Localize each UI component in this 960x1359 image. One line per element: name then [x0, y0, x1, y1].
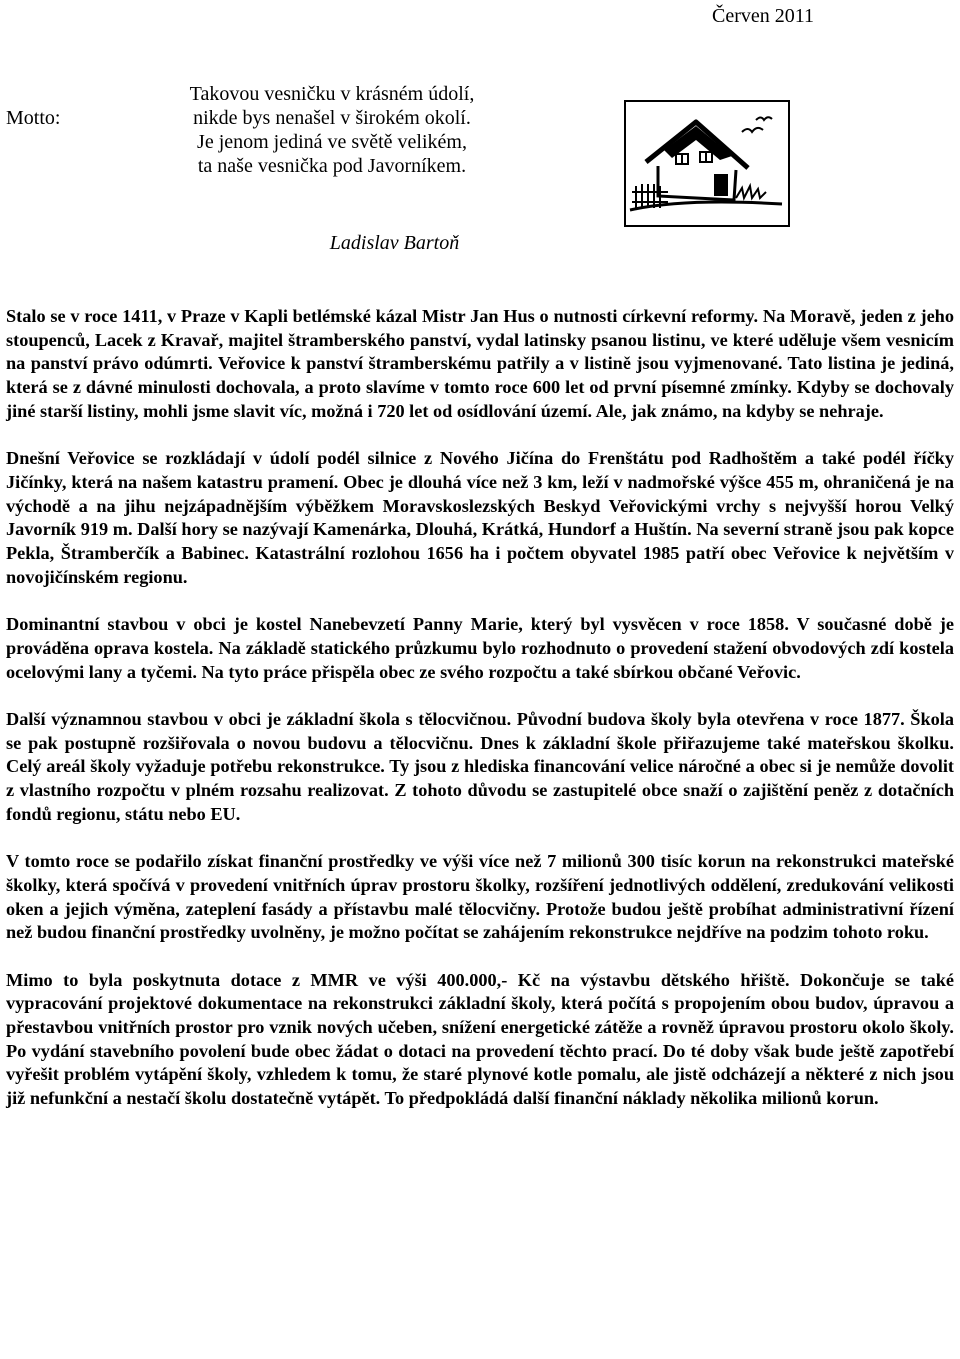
document-date: Červen 2011 [711, 5, 814, 27]
paragraph: Další významnou stavbou v obci je základní škola s tělocvičnou. Původní budova školy byla otevřena v roce 1877. Škola se pak postupně rozšiřovala o novou budovu a tělocvičnu. Dnes k základní škole přiřazujeme také mateřskou školku. Celý areál školy vyžaduje potřebu rekonstrukce. Ty jsou z hlediska financování velice náročné a obec si je nemůže dovolit z vlastního rozpočtu v plném rozsahu realizovat. Z tohoto důvodu se zastupitelé obce snaží o zajištění peněz z dotačních fondů regionu, státu nebo EU. [6, 708, 954, 824]
motto-line: ta naše vesnička pod Javorníkem. [197, 155, 467, 177]
motto-line: Je jenom jediná ve světě velikém, [197, 131, 467, 153]
house-drawing-icon [624, 100, 790, 227]
motto-line: Takovou vesničku v krásném údolí, [189, 83, 475, 105]
paragraph: Mimo to byla poskytnuta dotace z MMR ve výši 400.000,- Kč na výstavbu dětského hřiště. Dokončuje se také vypracování projektové dokumentace na rekonstrukci základní školy, která počítá s propojením obou budov, úpravou a přestavbou vnitřních prostor pro vznik nových učeben, snížení energetické zátěže a rovněž úpravou prostoru okolo školy. Po vydání stavebního povolení bude obec žádat o dotaci na provedení těchto prací. Do té doby však bude ještě zapotřebí vyřešit problém vytápění školy, vzhledem k tomu, že staré plynové kotle pomalu, ale jistě odcházejí a některé z nich jsou již nefunkční a nestačí školu dostatečně vytápět. To předpokládá další finanční náklady několika milionů korun. [6, 969, 954, 1109]
paragraph: V tomto roce se podařilo získat finanční prostředky ve výši více než 7 milionů 300 tisíc korun na rekonstrukci mateřské školky, která spočívá v provedení vnitřních úprav prostoru školky, rozšíření jednotlivých oddělení, zredukování velikosti oken a jejich výměna, zateplení fasády a přístavbu malé tělocvičny. Protože budou ještě probíhat administrativní řízení než budou finanční prostředky uvolněny, je možno počítat se zahájením rekonstrukce nejdříve na podzim tohoto roku. [6, 851, 954, 943]
article-body [6, 305, 954, 1135]
paragraph: Dominantní stavbou v obci je kostel Nanebevzetí Panny Marie, který byl vysvěcen v roce 1858. V současné době je prováděna oprava kostela. Na základě statického průzkumu bylo rozhodnuto o provedení stažení obvodových zdí kostela ocelovými lany a tyčemi. Na tyto práce přispěla obec ze svého rozpočtu a také sbírkou občané Veřovic. [6, 614, 954, 682]
motto-poem [152, 82, 512, 178]
paragraph: Stalo se v roce 1411, v Praze v Kapli betlémské kázal Mistr Jan Hus o nutnosti církevní reformy. Na Moravě, jeden z jeho stoupenců, Lacek z Kravař, majitel štramberského panství, vydal latinsky psanou listinu, ve které uděluje všem vesnicím na panství právo odúmrti. Veřovice k panství štramberskému patřily a v listině jsou vyjmenované. Tato listina je jediná, která se z dávné minulosti dochovala, a proto slavíme v tomto roce 600 let od první písemné zmínky. Kdyby se dochovaly jiné starší listiny, mohli jsme slavit víc, možná i 720 let od osídlování území. Ale, jak známo, na kdyby se nehraje. [6, 306, 954, 421]
motto-line: nikde bys nenašel v širokém okolí. [193, 107, 471, 129]
motto-author: Ladislav Bartoň [329, 232, 460, 254]
paragraph: Dnešní Veřovice se rozkládají v údolí podél silnice z Nového Jičína do Frenštátu pod Radhoštěm a také podél říčky Jičínky, která na našem katastru pramení. Obec je dlouhá více než 3 km, leží v nadmořské výšce 455 m, ohraničená je na východě a na jihu nejzápadnějším výběžkem Moravskoslezských Beskyd Veřovickými vrchy s nejvyšší horou Velký Javorník 919 m. Další hory se nazývají Kamenárka, Dlouhá, Krátká, Hundorf a Huštín. Na severní straně jsou pak kopce Pekla, Štramberčík a Babinec. Katastrální rozlohou 1656 ha i počtem obyvatel 1985 patří obec Veřovice k největším v novojičínském regionu. [6, 448, 954, 587]
motto-label: Motto: [6, 107, 61, 129]
